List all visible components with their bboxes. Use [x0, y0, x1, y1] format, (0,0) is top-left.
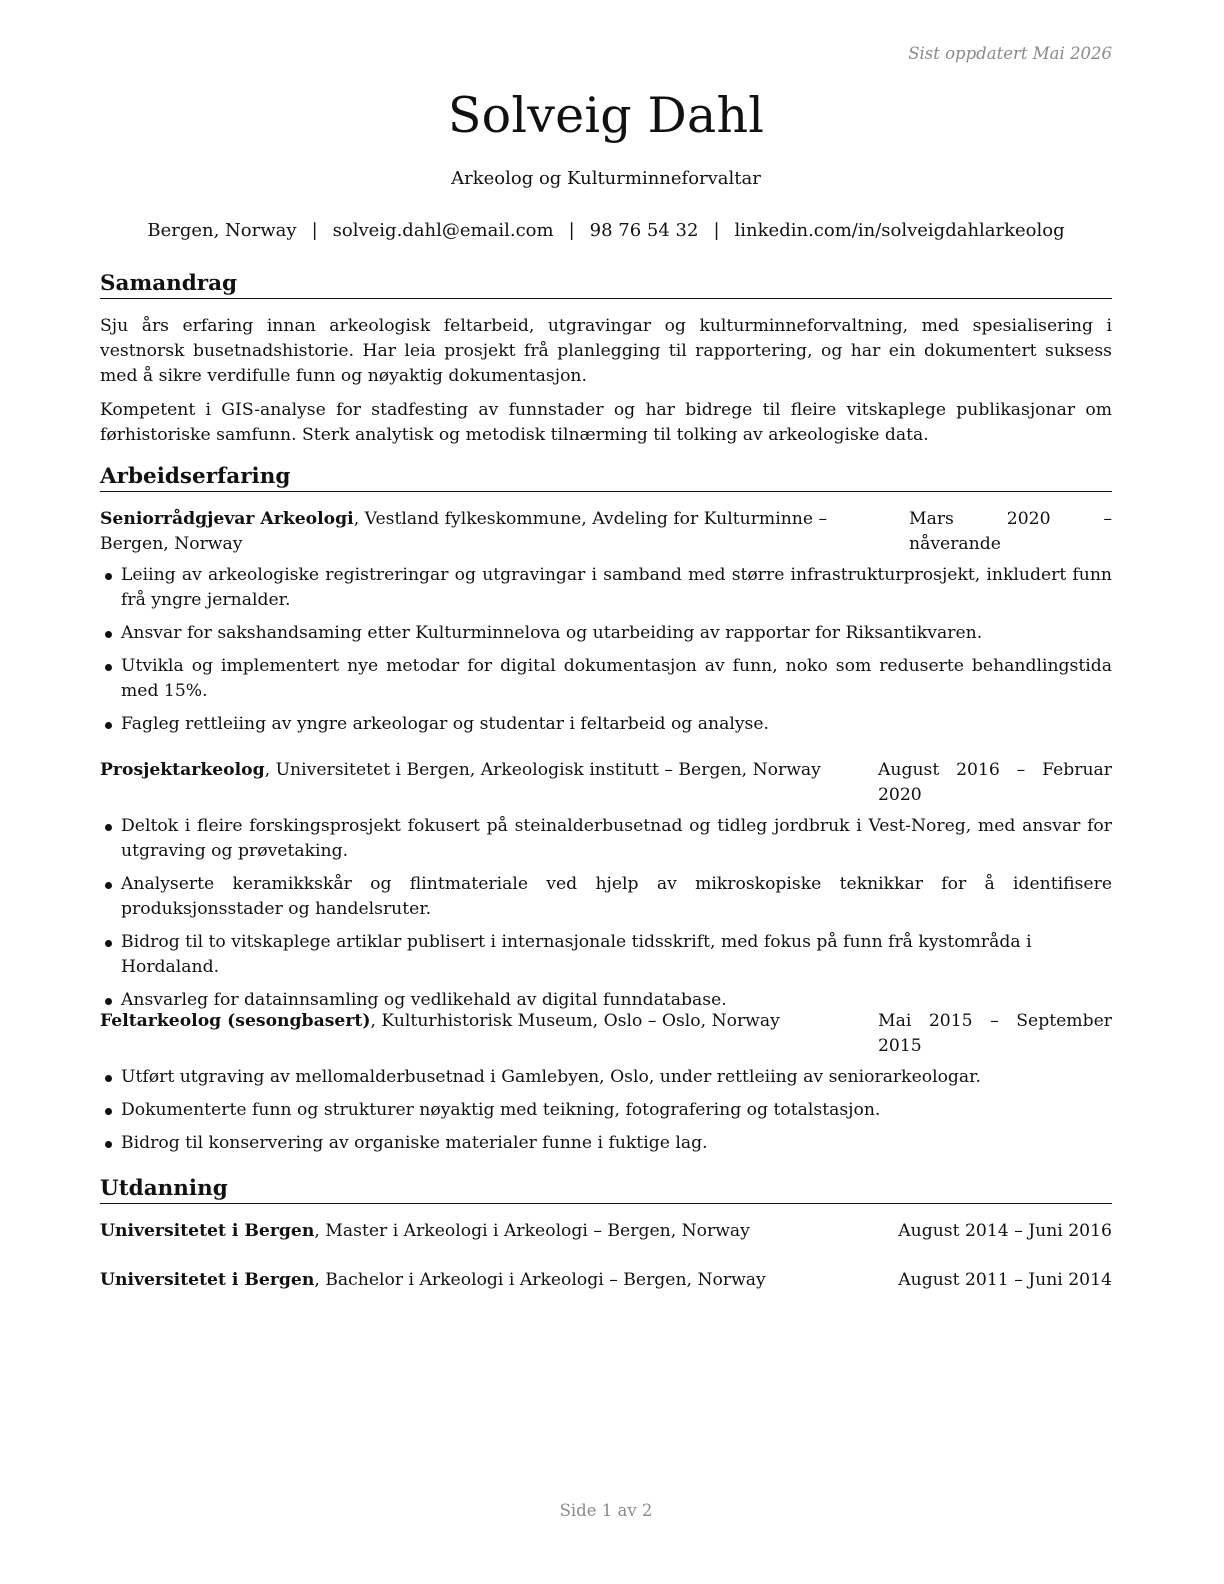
contact-separator: | [311, 220, 318, 241]
resume-page [100, 0, 1112, 1584]
education-entry [100, 1268, 1112, 1293]
job-header [100, 1009, 1112, 1059]
contact-line [100, 219, 1112, 243]
last-updated: Sist oppdatert Mai 2026 [908, 44, 1112, 63]
section-title-summary: Samandrag [100, 270, 1112, 299]
job-role: Seniorrådgjevar Arkeologi [100, 509, 354, 529]
education-dates: August 2014 – Juni 2016 [898, 1221, 1112, 1241]
contact-separator: | [713, 220, 720, 241]
job-organization: , Universitetet i Bergen, Arkeologisk institutt – Bergen, Norway [264, 760, 821, 780]
education-detail: , Master i Arkeologi i Arkeologi – Bergen, Norway [314, 1221, 750, 1241]
contact-location: Bergen, Norway [147, 220, 297, 241]
section-title-experience: Arbeidserfaring [100, 463, 1112, 492]
contact-separator: | [568, 220, 575, 241]
list-item: Ansvarleg for datainnsamling og vedlikehald av digital funndatabase. [100, 988, 1112, 1013]
job-header [100, 758, 1112, 808]
list-item: Utført utgraving av mellomalderbusetnad i Gamlebyen, Oslo, under rettleiing av seniorarkeologar. [100, 1065, 1112, 1090]
job-organization: , Kulturhistorisk Museum, Oslo – Oslo, Norway [370, 1011, 780, 1031]
job-bullets [100, 563, 1112, 737]
job-entry [100, 758, 1112, 1021]
contact-linkedin[interactable]: linkedin.com/in/solveigdahlarkeolog [734, 220, 1065, 241]
list-item: Bidrog til konservering av organiske materialer funne i fuktige lag. [100, 1131, 1112, 1156]
list-item: Ansvar for sakshandsaming etter Kulturminnelova og utarbeiding av rapportar for Riksantikvaren. [100, 621, 1112, 646]
section-title-education: Utdanning [100, 1175, 1112, 1204]
job-header [100, 507, 1112, 557]
list-item: Deltok i fleire forskingsprosjekt fokusert på steinalderbusetnad og tidleg jordbruk i Vest-Noreg, med ansvar for utgraving og prøvetaking. [100, 814, 1112, 864]
list-item: Dokumenterte funn og strukturer nøyaktig med teikning, fotografering og totalstasjon. [100, 1098, 1112, 1123]
list-item: Analyserte keramikkskår og flintmateriale ved hjelp av mikroskopiske teknikkar for å identifisere produksjonsstader og handelsruter. [100, 872, 1112, 922]
list-item: Bidrog til to vitskaplege artiklar publisert i internasjonale tidsskrift, med fokus på funn frå kystområda i Hordaland. [100, 930, 1112, 980]
job-role: Feltarkeolog (sesongbasert) [100, 1011, 371, 1031]
education-dates: August 2011 – Juni 2014 [898, 1270, 1112, 1290]
job-bullets [100, 814, 1112, 1013]
summary-paragraph: Sju års erfaring innan arkeologisk feltarbeid, utgravingar og kulturminneforvaltning, med spesialisering i vestnorsk busetnadshistorie. Har leia prosjekt frå planlegging til rapportering, og har ein dokumentert suksess med å sikre verdifulle funn og nøyaktig dokumentasjon. [100, 316, 1112, 386]
job-bullets [100, 1065, 1112, 1156]
candidate-name: Solveig Dahl [447, 87, 765, 144]
job-dates: Mai 2015 – September 2015 [878, 1011, 1112, 1056]
education-entry [100, 1219, 1112, 1244]
candidate-title: Arkeolog og Kulturminneforvaltar [451, 168, 761, 189]
job-dates: August 2016 – Februar 2020 [878, 760, 1112, 805]
list-item: Leiing av arkeologiske registreringar og utgravingar i samband med større infrastrukturprosjekt, inkludert funn frå yngre jernalder. [100, 563, 1112, 613]
education-detail: , Bachelor i Arkeologi i Arkeologi – Bergen, Norway [314, 1270, 766, 1290]
job-dates: Mars 2020 – nåverande [909, 509, 1112, 554]
contact-phone: 98 76 54 32 [589, 220, 699, 241]
education-school: Universitetet i Bergen [100, 1221, 315, 1241]
job-organization: , Vestland fylkeskommune, Avdeling for Kulturminne – Bergen, Norway [100, 509, 828, 554]
list-item: Fagleg rettleiing av yngre arkeologar og studentar i feltarbeid og analyse. [100, 712, 1112, 737]
job-role: Prosjektarkeolog [100, 760, 265, 780]
job-entry [100, 1009, 1112, 1164]
contact-email[interactable]: solveig.dahl@email.com [332, 220, 554, 241]
education-school: Universitetet i Bergen [100, 1270, 315, 1290]
page-number: Side 1 av 2 [559, 1501, 653, 1520]
list-item: Utvikla og implementert nye metodar for digital dokumentasjon av funn, noko som reduserte behandlingstida med 15%. [100, 654, 1112, 704]
job-entry [100, 507, 1112, 745]
summary-paragraph: Kompetent i GIS-analyse for stadfesting av funnstader og har bidrege til fleire vitskaplege publikasjonar om førhistoriske samfunn. Sterk analytisk og metodisk tilnærming til tolking av arkeologiske data. [100, 400, 1112, 445]
